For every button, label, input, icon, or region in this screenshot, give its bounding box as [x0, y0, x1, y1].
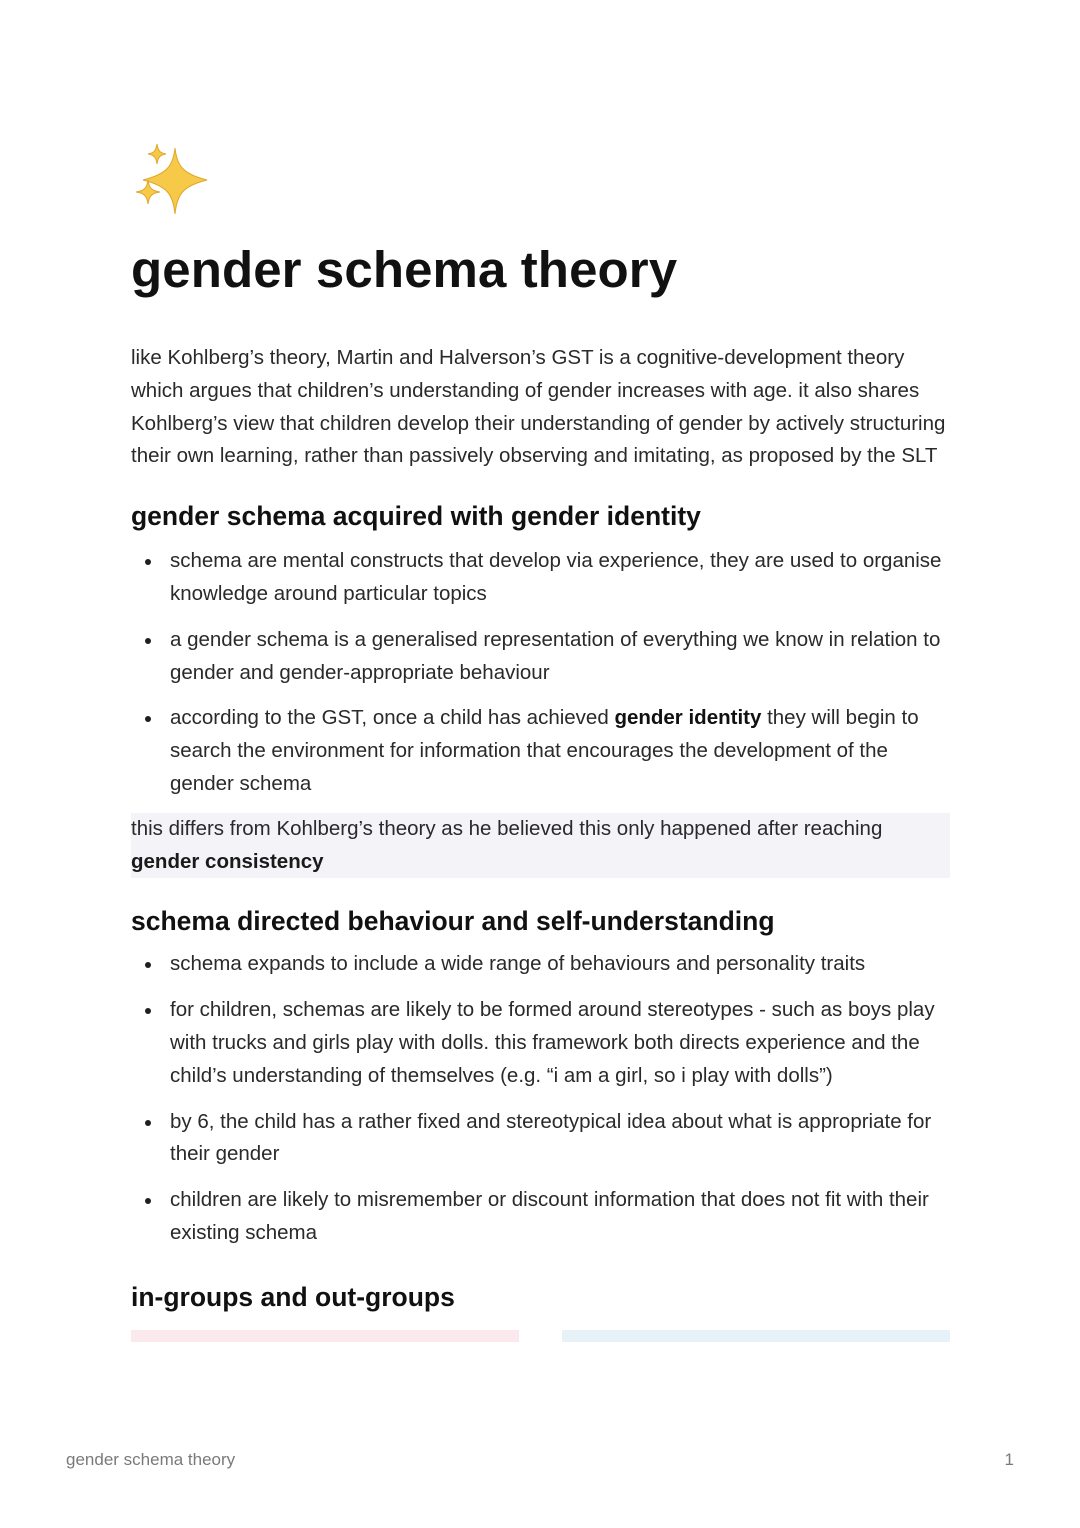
list-item: by 6, the child has a rather fixed and stereotypical idea about what is appropriate for their gender: [131, 1106, 950, 1172]
list-item: a gender schema is a generalised representation of everything we know in relation to gender and gender-appropriate behaviour: [131, 624, 950, 690]
section-heading-in-groups-out-groups: in-groups and out-groups: [131, 1281, 455, 1312]
list-item: children are likely to misremember or discount information that does not fit with their existing schema: [131, 1184, 950, 1250]
list-item: schema are mental constructs that develop via experience, they are used to organise knowledge around particular topics: [131, 545, 950, 611]
bold-term-gender-identity: gender identity: [614, 706, 762, 730]
bold-term-gender-consistency: gender consistency: [131, 849, 324, 873]
document-page: [131, 140, 950, 1342]
bullet-list-gender-schema-identity: [131, 545, 950, 801]
blue-column-header: [562, 1330, 950, 1342]
list-item: for children, schemas are likely to be formed around stereotypes - such as boys play with trucks and girls play with dolls. this framework both directs experience and the child’s understanding of themselves (e.g. “i am a girl, so i play with dolls”): [131, 994, 950, 1092]
list-item: [131, 702, 950, 800]
footer-page-number: 1: [1004, 1450, 1014, 1469]
bullet-list-schema-directed-behaviour: [131, 948, 950, 1249]
pink-column-header: [131, 1330, 519, 1342]
list-item: schema expands to include a wide range of behaviours and personality traits: [131, 948, 950, 981]
list-item-text: they will begin to search the environment for information that encourages the development of the gender schema: [170, 706, 919, 795]
callout-text: this differs from Kohlberg’s theory as he believed this only happened after reaching: [131, 816, 883, 840]
two-column-layout: [131, 1330, 950, 1342]
page-title: gender schema theory: [131, 241, 678, 298]
callout-note: [131, 813, 950, 879]
section-heading-schema-directed-behaviour: schema directed behaviour and self-understanding: [131, 906, 775, 937]
list-item-text: according to the GST, once a child has achieved: [170, 706, 615, 730]
section-heading-gender-schema-identity: gender schema acquired with gender identity: [131, 501, 701, 532]
intro-paragraph: like Kohlberg’s theory, Martin and Halverson’s GST is a cognitive-development theory which argues that children’s understanding of gender increases with age. it also shares Kohlberg’s view that children develop their understanding of gender by actively structuring their own learning, rather than passively observing and imitating, as proposed by the SLT: [131, 346, 946, 468]
sparkles-icon: [131, 140, 211, 220]
footer-document-title: gender schema theory: [66, 1450, 236, 1469]
